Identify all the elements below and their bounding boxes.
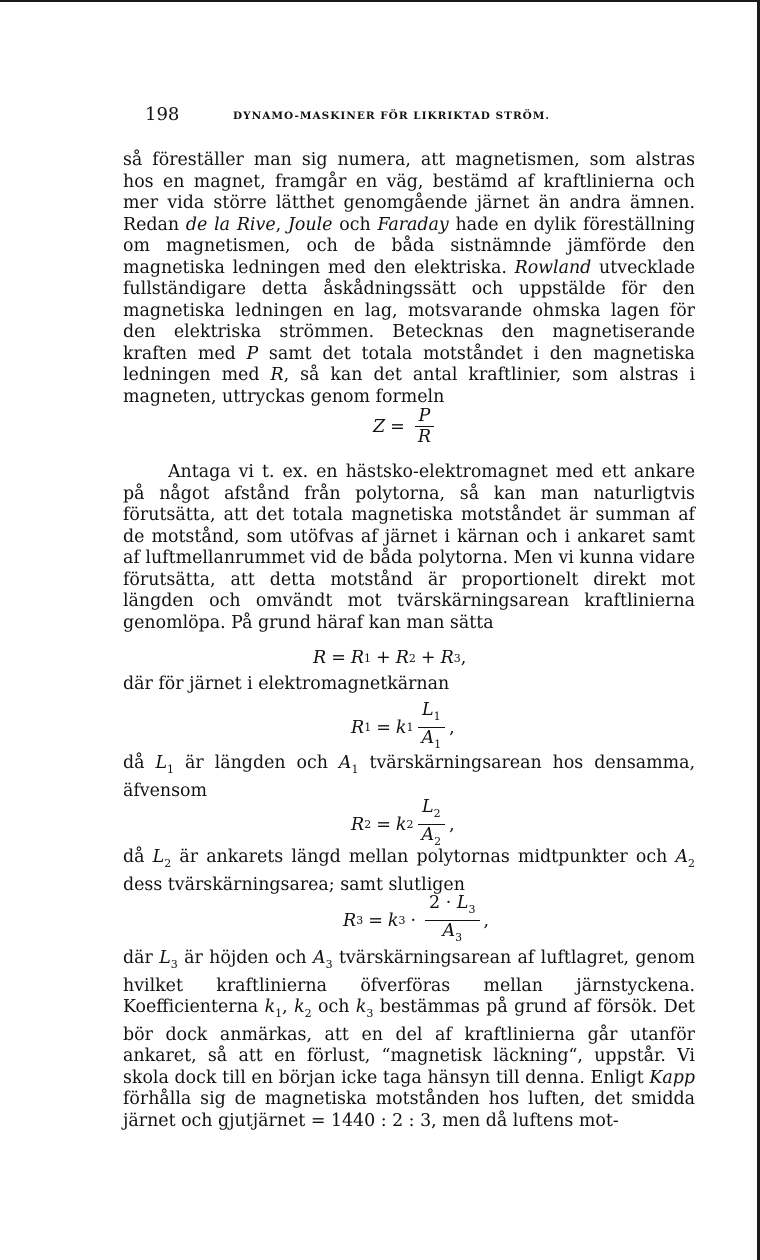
para1-text-c: och [332,214,378,235]
eq3-comma: , [449,717,455,738]
para4-a-sub: 1 [351,763,359,776]
eq3-a-sub: 1 [434,738,442,751]
scan-edge-top [0,0,760,2]
eq1-fraction [414,406,435,447]
para5-c: dess tvärskärningsarea; samt slutligen [123,874,465,895]
page-header [145,104,695,128]
eq5-k: k [387,910,399,931]
eq4-fraction [417,797,445,852]
eq5-denominator [438,921,466,948]
para6-a-sym: A [313,948,326,968]
equation-r3 [343,893,489,948]
para5-a: då [123,847,153,867]
eq5-k-sub: 3 [398,914,406,927]
eq4-r: R [351,814,365,835]
paragraph-6 [123,948,695,1132]
eq1-lhs: Z [373,416,386,437]
para6-och: och [311,997,356,1017]
eq3-a: A [421,728,435,748]
para6-l-sub: 3 [170,958,178,971]
para5-b: är ankarets längd mellan polytornas midtpunkter och [171,847,676,867]
eq5-a-sub: 3 [455,931,463,944]
para1-text-f: samt det totala motståndet i den magnetiska ledningen med [123,343,695,385]
para1-text-e: utvecklade fullständigare detta åskådningssätt och uppstälde för den magnetiska ledningen en lag, motsvarande ohmska lagen för den elektriska strömmen. Betecknas den magnetiserande kraften med [123,257,695,364]
eq2-plus1: + [376,648,391,668]
eq1-equals: = [390,416,405,437]
eq5-a: A [442,921,456,941]
symbol-r: R [270,365,284,385]
eq5-r-sub: 3 [356,914,364,927]
eq5-dot: · [410,910,417,931]
name-joule: Joule [287,214,333,235]
paragraph-2 [123,462,695,634]
eq3-r: R [351,717,365,738]
eq2-r3: R [440,648,454,668]
para6-k2-sub: 2 [304,1007,312,1020]
para4-a-sym: A [338,753,352,773]
eq2-sub1: 1 [364,651,372,665]
eq4-k: k [395,814,407,835]
line3-text: där för järnet i elektromagnetkärnan [123,674,450,694]
eq3-fraction [417,700,445,755]
eq3-numerator [418,700,445,728]
eq4-equals: = [376,814,391,835]
eq2-r1: R [350,648,365,668]
para4-a: då [123,753,156,773]
para5-l-sub: 2 [164,857,172,870]
eq3-k-sub: 1 [406,721,414,734]
eq3-equals: = [376,717,391,738]
para1-text-g: , så kan det antal kraftlinier, som alstras i magneten, uttryckas genom formeln [123,365,696,407]
para6-a-sub: 3 [325,958,333,971]
name-de-la-rive: de la Rive [185,214,276,235]
eq1-denominator: R [417,427,432,447]
eq2-sub2: 2 [408,651,416,665]
eq2-comma: , [460,648,467,668]
running-title: DYNAMO-MASKINER FÖR LIKRIKTAD STRÖM. [233,110,551,122]
para6-k3: k [355,997,367,1017]
equation-z [373,406,439,447]
equation-r-sum [313,648,466,668]
eq2-sub3: 3 [453,651,461,665]
para6-d: bestämmas på grund af försök. Det bör dock anmärkas, att en del af kraftlinierna går utanför ankaret, så att en förlust, “magnetisk läckning“, uppstår. Vi skola dock till en början icke taga hänsyn till denna. Enligt [123,997,696,1088]
symbol-p: P [246,343,259,364]
eq3-r-sub: 1 [364,721,372,734]
eq4-a: A [421,825,435,845]
eq4-comma: , [449,814,455,835]
para4-l: L [155,753,168,773]
para1-text-a: så föreställer man sig numera, att magnetismen, som alstras hos en magnet, framgår en väg, bestämd af kraftlinierna och mer vida större lätthet genomgående järnet än andra ämnen. Redan [123,150,695,235]
eq5-l-sub: 3 [468,903,476,916]
para5-a-sym: A [675,847,688,867]
eq5-fraction [425,893,479,948]
eq2-equals: = [331,648,346,668]
eq2-r2: R [395,648,409,668]
para6-e: förhålla sig de magnetiska motstånden hos luften, det smidda järnet och gjutjärnet = 1440 : 2 : 3, men då luftens mot- [123,1089,695,1131]
para6-c: tvärskärningsarean af luftlagret, genom hvilket kraftlinierna öfverföras mellan järnstyckena. Koefficienterna [123,948,696,1017]
eq5-r: R [343,910,357,931]
para6-k1-sub: 1 [275,1007,283,1020]
equation-r1 [351,700,455,755]
eq5-comma: , [483,910,490,931]
para6-k2: k [294,997,305,1017]
eq4-a-sub: 2 [434,835,442,848]
eq4-l-sub: 2 [433,807,441,820]
name-rowland: Rowland [514,257,592,278]
para6-comma: , [282,997,295,1017]
eq5-l: L [456,893,469,913]
eq2-r: R [313,648,327,668]
para6-a: där [123,948,160,968]
eq3-k: k [395,717,407,738]
eq4-k-sub: 2 [406,818,414,831]
eq1-numerator: P [415,406,435,427]
eq5-numerator [425,893,479,921]
eq4-r-sub: 2 [364,818,372,831]
eq2-plus2: + [420,648,436,668]
eq3-denominator [417,728,445,755]
para1-text-b: , [275,214,288,235]
para5-l: L [152,847,165,867]
eq5-equals: = [368,910,383,931]
paragraph-3 [123,674,695,696]
para4-l-sub: 1 [167,763,175,776]
eq4-l: L [421,797,434,817]
eq4-numerator [418,797,445,825]
name-faraday: Faraday [377,214,449,235]
para4-c: tvärskärningsarean hos densamma, äfvensom [123,753,695,801]
para6-k1: k [264,997,276,1017]
page-number: 198 [145,104,180,125]
eq3-l: L [421,700,434,720]
para1-text-d: hade en dylik föreställning om magnetismen, och de båda sistnämnde jämförde den magnetiska ledningen med den elektriska. [123,214,695,278]
eq5-two: 2 · [429,893,452,913]
paragraph-1 [123,150,695,408]
paragraph-4 [123,753,695,802]
equation-r2 [351,797,455,852]
name-kapp: Kapp [649,1067,695,1088]
paragraph-5 [123,847,695,896]
para6-l: L [159,948,171,968]
para6-k3-sub: 3 [366,1007,374,1020]
para6-b: är höjden och [177,948,314,968]
para4-b: är längden och [174,753,339,773]
para2-text: Antaga vi t. ex. en hästsko-elektromagnet med ett ankare på något afstånd från polytorna, så kan man naturligtvis förutsätta, att det totala magnetiska motståndet är summan af de motstånd, som utöfvas af järnet i kärnan och i ankaret samt af luftmellanrummet vid de båda polytorna. Men vi kunna vidare förutsätta, att detta motstånd är proportionelt direkt mot längden och omvändt mot tvärskärningsarean kraftlinierna genomlöpa. På grund häraf kan man sätta [123,462,695,633]
para5-a-sub: 2 [688,857,695,870]
eq3-l-sub: 1 [433,710,441,723]
